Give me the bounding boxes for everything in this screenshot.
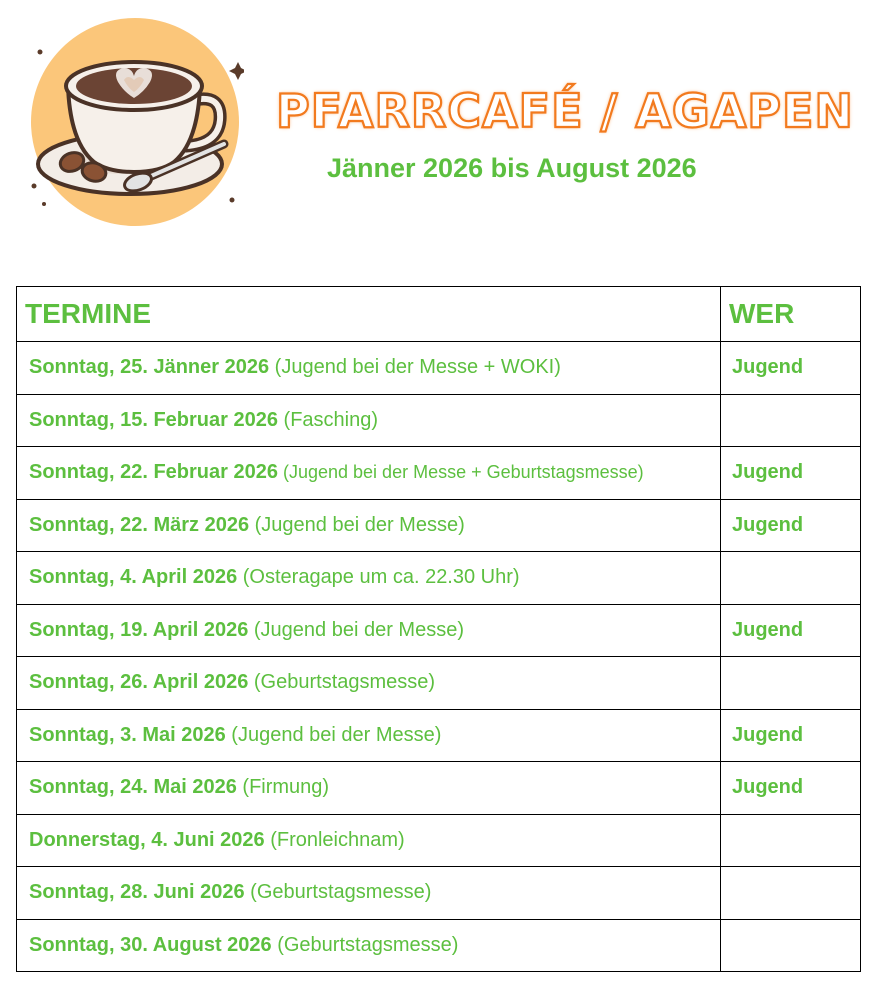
- wer-cell: [721, 657, 861, 710]
- termin-date: Sonntag, 28. Juni 2026: [29, 881, 245, 904]
- termin-cell: [17, 394, 721, 447]
- termin-date: Sonntag, 22. März 2026: [29, 513, 250, 536]
- coffee-cup-icon: [26, 14, 244, 230]
- termin-cell: [17, 867, 721, 920]
- termin-date: Sonntag, 22. Februar 2026: [29, 461, 278, 484]
- termin-date: Sonntag, 25. Jänner 2026: [29, 356, 270, 379]
- termin-date: Donnerstag, 4. Juni 2026: [29, 828, 265, 851]
- page-title: PFARRCAFÉ / AGAPEN: [276, 84, 854, 138]
- termin-cell: [17, 552, 721, 605]
- termin-note: (Osteragape um ca. 22.30 Uhr): [237, 566, 520, 589]
- termin-cell: [17, 499, 721, 552]
- termin-date: Sonntag, 15. Februar 2026: [29, 408, 278, 431]
- termin-cell: [17, 919, 721, 972]
- termin-note: (Geburtstagsmesse): [271, 933, 459, 956]
- table-row: [17, 552, 861, 605]
- wer-cell: [721, 552, 861, 605]
- termin-cell: [17, 709, 721, 762]
- wer-cell: [721, 867, 861, 920]
- termin-cell: [17, 447, 721, 500]
- schedule-table: [16, 286, 861, 972]
- wer-cell: Jugend: [721, 762, 861, 815]
- table-row: [17, 867, 861, 920]
- termin-cell: [17, 342, 721, 395]
- table-row: [17, 604, 861, 657]
- termin-date: Sonntag, 4. April 2026: [29, 566, 238, 589]
- termin-cell: [17, 762, 721, 815]
- termin-cell: [17, 657, 721, 710]
- table-row: [17, 919, 861, 972]
- termin-note: (Jugend bei der Messe): [248, 618, 464, 641]
- termin-cell: [17, 814, 721, 867]
- termin-note: (Jugend bei der Messe + WOKI): [269, 356, 561, 379]
- table-row: [17, 762, 861, 815]
- table-row: [17, 814, 861, 867]
- termin-note: (Fronleichnam): [264, 828, 405, 851]
- table-row: [17, 342, 861, 395]
- termin-note: (Geburtstagsmesse): [248, 671, 436, 694]
- table-row: [17, 499, 861, 552]
- table-row: [17, 394, 861, 447]
- termin-note: (Fasching): [277, 408, 379, 431]
- header-wer: WER: [721, 287, 861, 342]
- wer-cell: Jugend: [721, 447, 861, 500]
- termin-date: Sonntag, 26. April 2026: [29, 671, 249, 694]
- termin-cell: [17, 604, 721, 657]
- table-row: [17, 447, 861, 500]
- wer-cell: [721, 394, 861, 447]
- table-row: [17, 709, 861, 762]
- wer-cell: [721, 919, 861, 972]
- wer-cell: Jugend: [721, 709, 861, 762]
- termin-date: Sonntag, 30. August 2026: [29, 933, 272, 956]
- wer-cell: Jugend: [721, 499, 861, 552]
- page-subtitle: Jänner 2026 bis August 2026: [327, 153, 697, 183]
- termin-note: (Jugend bei der Messe): [249, 513, 465, 536]
- table-row: [17, 657, 861, 710]
- header-termine: TERMINE: [17, 287, 721, 342]
- termin-note: (Geburtstagsmesse): [244, 881, 432, 904]
- table-header-row: [17, 287, 861, 342]
- termin-note: (Firmung): [236, 776, 330, 799]
- termin-note: (Jugend bei der Messe): [225, 723, 442, 746]
- wer-cell: [721, 814, 861, 867]
- termin-date: Sonntag, 3. Mai 2026: [29, 723, 226, 746]
- termin-date: Sonntag, 19. April 2026: [29, 618, 249, 641]
- wer-cell: Jugend: [721, 604, 861, 657]
- wer-cell: Jugend: [721, 342, 861, 395]
- termin-note: (Jugend bei der Messe + Geburtstagsmesse): [277, 462, 644, 483]
- termin-date: Sonntag, 24. Mai 2026: [29, 776, 237, 799]
